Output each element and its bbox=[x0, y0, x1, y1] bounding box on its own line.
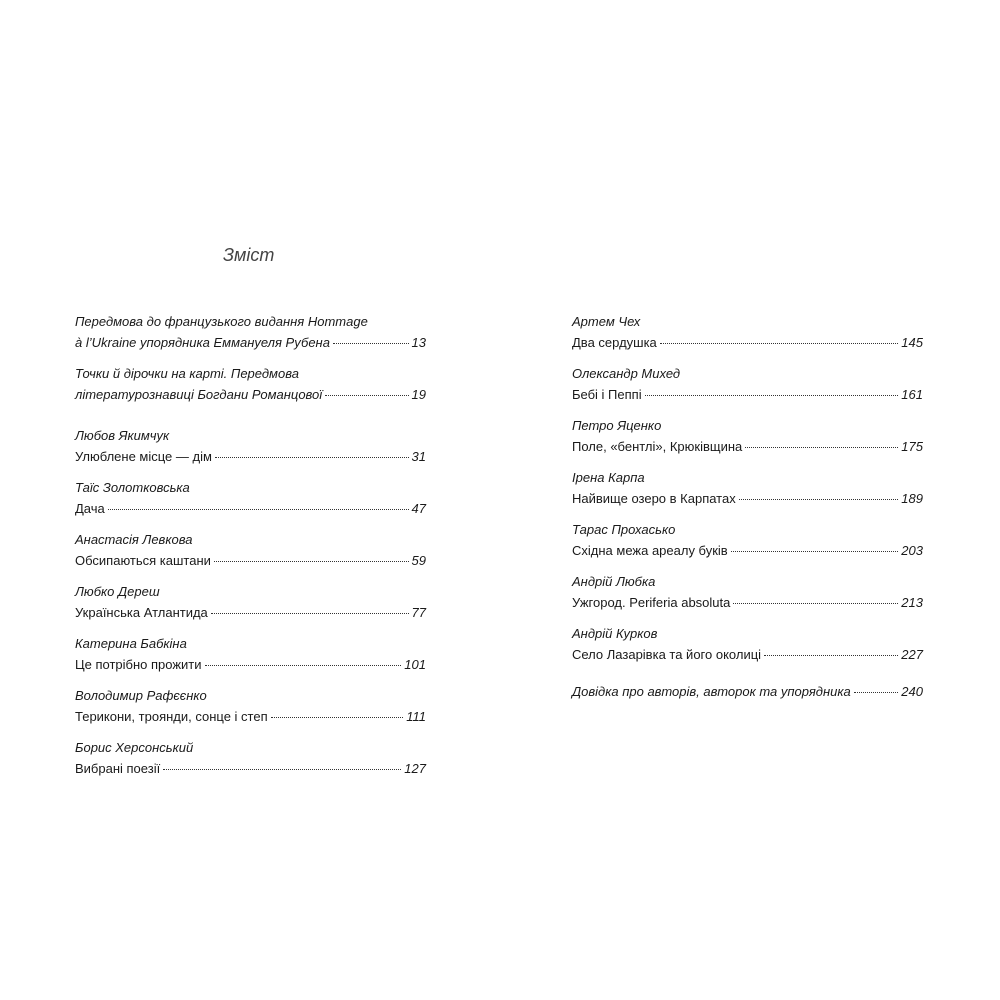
dot-leader bbox=[645, 395, 899, 396]
work-title: Два сердушка bbox=[572, 335, 657, 350]
toc-entry bbox=[75, 739, 426, 781]
author-name: Любко Дереш bbox=[75, 584, 160, 599]
dot-leader bbox=[660, 343, 899, 344]
work-line bbox=[572, 594, 923, 615]
toc-title: Зміст bbox=[223, 245, 275, 265]
work-line bbox=[75, 448, 426, 469]
work-line bbox=[75, 656, 426, 677]
dot-leader bbox=[739, 499, 899, 500]
work-line bbox=[572, 490, 923, 511]
dot-leader bbox=[325, 395, 408, 396]
dot-leader bbox=[271, 717, 404, 718]
toc-right-column bbox=[572, 313, 923, 704]
toc-entry bbox=[572, 573, 923, 615]
page-number: 101 bbox=[404, 657, 426, 672]
dot-leader bbox=[108, 509, 409, 510]
toc-entry bbox=[572, 625, 923, 667]
intro-title-line-with-page bbox=[75, 334, 426, 355]
work-title: Ужгород. Periferia absoluta bbox=[572, 595, 731, 610]
work-line bbox=[572, 438, 923, 459]
work-line bbox=[75, 500, 426, 521]
author-name: Петро Яценко bbox=[572, 418, 662, 433]
work-title: Бебі і Пеппі bbox=[572, 387, 642, 402]
page-number: 31 bbox=[411, 449, 426, 464]
toc-entry bbox=[75, 583, 426, 625]
toc-entry bbox=[572, 469, 923, 511]
page-number: 161 bbox=[901, 387, 923, 402]
page-number: 213 bbox=[901, 595, 923, 610]
page-number: 111 bbox=[406, 709, 426, 724]
author-name: Володимир Рафєєнко bbox=[75, 688, 207, 703]
work-line bbox=[572, 386, 923, 407]
toc-intro-entry bbox=[75, 365, 426, 407]
work-line bbox=[75, 604, 426, 625]
appendix-title: Довідка про авторів, авторок та упорядника bbox=[572, 684, 851, 699]
toc-entry bbox=[572, 521, 923, 563]
toc-entry bbox=[75, 687, 426, 729]
dot-leader bbox=[163, 769, 401, 770]
toc-entry bbox=[75, 635, 426, 677]
dot-leader bbox=[333, 343, 409, 344]
toc-entry bbox=[75, 427, 426, 469]
intro-title-line: Точки й дірочки на карті. Передмова bbox=[75, 366, 299, 381]
page-number: 13 bbox=[411, 335, 426, 350]
page-number: 47 bbox=[411, 501, 426, 516]
dot-leader bbox=[211, 613, 409, 614]
author-name: Таїс Золотковська bbox=[75, 480, 190, 495]
work-title: Українська Атлантида bbox=[75, 605, 208, 620]
dot-leader bbox=[733, 603, 898, 604]
page-number: 227 bbox=[901, 647, 923, 662]
toc-entry bbox=[572, 313, 923, 355]
work-title: Село Лазарівка та його околиці bbox=[572, 647, 762, 662]
work-line bbox=[75, 760, 426, 781]
dot-leader bbox=[764, 655, 898, 656]
work-title: Це потрібно прожити bbox=[75, 657, 202, 672]
author-name: Андрій Курков bbox=[572, 626, 658, 641]
page-number: 145 bbox=[901, 335, 923, 350]
author-name: Олександр Михед bbox=[572, 366, 681, 381]
dot-leader bbox=[214, 561, 409, 562]
work-line bbox=[572, 542, 923, 563]
work-line bbox=[572, 334, 923, 355]
author-name: Андрій Любка bbox=[572, 574, 656, 589]
author-name: Катерина Бабкіна bbox=[75, 636, 187, 651]
toc-appendix-entry bbox=[572, 683, 923, 704]
dot-leader bbox=[745, 447, 898, 448]
author-name: Борис Херсонський bbox=[75, 740, 194, 755]
work-title: Найвище озеро в Карпатах bbox=[572, 491, 736, 506]
author-name: Ірена Карпа bbox=[572, 470, 645, 485]
work-title: Обсипаються каштани bbox=[75, 553, 211, 568]
work-title: Терикони, троянди, сонце і степ bbox=[75, 709, 268, 724]
work-title: Східна межа ареалу буків bbox=[572, 543, 728, 558]
toc-entry bbox=[75, 479, 426, 521]
author-name: Тарас Прохасько bbox=[572, 522, 676, 537]
intro-title-line-with-page bbox=[75, 386, 426, 407]
work-title: Улюблене місце — дім bbox=[75, 449, 212, 464]
toc-entry bbox=[572, 365, 923, 407]
toc-intro-entry bbox=[75, 313, 426, 355]
toc-entry bbox=[572, 417, 923, 459]
dot-leader bbox=[854, 692, 899, 693]
dot-leader bbox=[205, 665, 402, 666]
work-title: Дача bbox=[75, 501, 105, 516]
work-line bbox=[75, 552, 426, 573]
work-line bbox=[572, 646, 923, 667]
toc-left-column bbox=[75, 313, 426, 791]
intro-title-line: Передмова до французького видання Hommage bbox=[75, 314, 368, 329]
author-name: Любов Якимчук bbox=[75, 428, 170, 443]
page-number: 19 bbox=[411, 387, 426, 402]
work-title: Поле, «бентлі», Крюківщина bbox=[572, 439, 743, 454]
intro-title-text: літературознавиці Богдани Романцової bbox=[75, 387, 323, 402]
author-name: Анастасія Левкова bbox=[75, 532, 193, 547]
page-number: 189 bbox=[901, 491, 923, 506]
intro-title-text: à l’Ukraine упорядника Еммануеля Рубена bbox=[75, 335, 330, 350]
page-number: 240 bbox=[901, 684, 923, 699]
page-number: 59 bbox=[411, 553, 426, 568]
work-title: Вибрані поезії bbox=[75, 761, 161, 776]
page-number: 203 bbox=[901, 543, 923, 558]
toc-entry bbox=[75, 531, 426, 573]
dot-leader bbox=[731, 551, 899, 552]
page-number: 127 bbox=[404, 761, 426, 776]
author-name: Артем Чех bbox=[572, 314, 641, 329]
page-number: 77 bbox=[411, 605, 426, 620]
page-number: 175 bbox=[901, 439, 923, 454]
dot-leader bbox=[215, 457, 409, 458]
work-line bbox=[75, 708, 426, 729]
